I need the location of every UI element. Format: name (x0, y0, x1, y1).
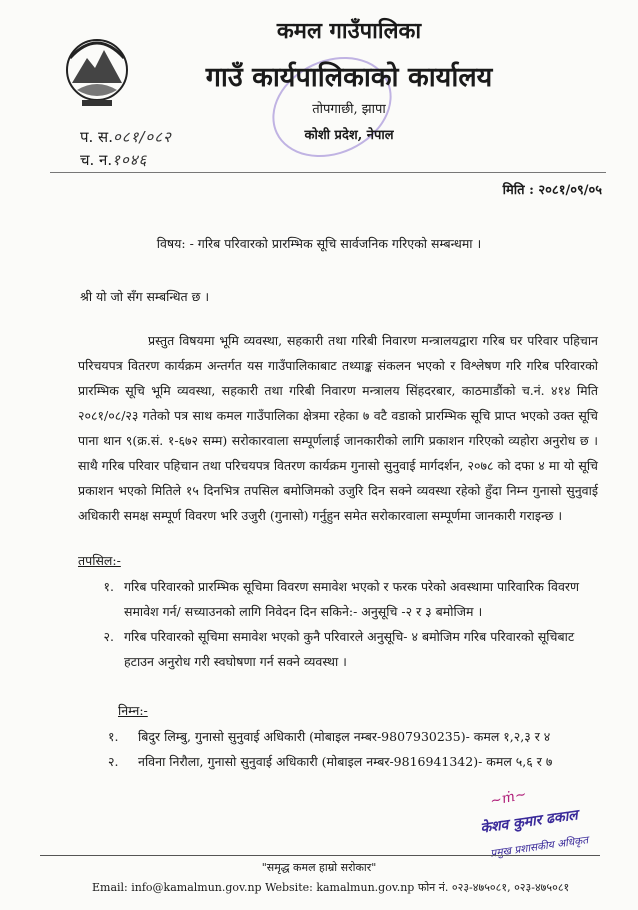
nimna-heading: निम्न:- (118, 703, 148, 718)
letter-date: मिति : २०८१/०९/०५ (502, 183, 602, 198)
signature-scribble: ~ṁ~ (488, 786, 529, 810)
tapsil-list (78, 574, 608, 674)
list-item (108, 749, 552, 774)
signatory-name: केशव कुमार ढकाल (479, 807, 579, 837)
list-item-number: २. (108, 754, 119, 769)
patra-value: ०८१/०८२ (112, 128, 172, 146)
org-name: कमल गाउँपालिका (276, 18, 422, 44)
list-item (108, 724, 552, 749)
list-item (78, 574, 608, 624)
list-item-text: नविना निरौला, गुनासो सुनुवाई अधिकारी (मोबाइल नम्बर-9816941342)- कमल ५,६ र ७ (138, 754, 553, 769)
footer-slogan: "समृद्ध कमल हाम्रो सरोकार" (261, 861, 377, 874)
province: कोशी प्रदेश, नेपाल (304, 128, 394, 143)
office-name: गाउँ कार्यपालिकाको कार्यालय (205, 62, 493, 93)
list-item-number: १. (103, 579, 114, 594)
contact-list (108, 724, 552, 774)
list-item-number: १. (108, 729, 119, 744)
list-item-text: गरिब परिवारको प्रारम्भिक सूचिमा विवरण समावेश भएको र फरक परेको अवस्थामा पारिवारिक विवरण समावेश गर्न/ सच्याउनको लागि निवेदन दिन सकिने:- अनुसूचि -२ र ३ बमोजिम । (124, 579, 580, 619)
footer-contact: Email: info@kamalmun.gov.np Website: kamalmun.gov.np फोन नं. ०२३-४७५०८१, ०२३-४७५०८१ (92, 881, 570, 894)
signature-stamp (470, 786, 620, 860)
list-item-text: बिदुर लिम्बु, गुनासो सुनुवाई अधिकारी (मोबाइल नम्बर-9807930235)- कमल १,२,३ र ४ (138, 729, 551, 744)
list-item-text: गरिब परिवारको सूचिमा समावेश भएको कुनै परिवारले अनुसूचि- ४ बमोजिम गरिब परिवारको सूचिबाट हटाउन अनुरोध गरी स्वघोषणा गर्न सक्ने व्यवस्था । (124, 629, 575, 669)
patra-sankhya (80, 127, 172, 147)
patra-label: प. स. (80, 128, 113, 146)
tapsil-heading: तपसिल:- (78, 553, 121, 568)
list-item (78, 624, 608, 674)
place: तोपगाछी, झापा (312, 102, 386, 117)
subject-line: विषय: - गरिब परिवारको प्रारम्भिक सूचि सार्वजनिक गरिएको सम्बन्धमा । (156, 236, 482, 251)
header-divider (50, 172, 606, 173)
footer-divider (40, 855, 600, 856)
body-text: प्रस्तुत विषयमा भूमि व्यवस्था, सहकारी तथा गरिबी निवारण मन्त्रालयद्वारा गरिब घर परिवार पहिचान परिचयपत्र वितरण कार्यक्रम अन्तर्गत यस गाउँपालिकाबाट तथ्याङ्क संकलन भएको र विश्लेषण गरि गरिब परिवारको प्रारम्भिक सूचि भूमि व्यवस्था, सहकारी तथा गरिबी निवारण मन्त्रालय सिंहदरबार, काठमाडौंको च.नं. ४१४ मिति २०८१/०८/२३ गतेको पत्र साथ कमल गाउँपालिका क्षेत्रमा रहेका ७ वटै वडाको प्रारम्भिक सूचि प्राप्त भएको उक्त सूचि पाना थान ९(क्र.सं. १-६७२ सम्म) सरोकारवाला सम्पूर्णलाई जानकारीको लागि प्रकाशन गरिएको व्यहोरा अनुरोध छ । साथै गरिब परिवार पहिचान तथा परिचयपत्र वितरण कार्यक्रम गुनासो सुनुवाई मार्गदर्शन, २०७८ को दफा ४ मा यो सूचि प्रकाशन भएको मितिले १५ दिनभित्र तपसिल बमोजिमको उजुरि दिन सक्ने व्यवस्था रहेको हुँदा निम्न गुनासो सुनुवाई अधिकारी समक्ष सम्पूर्ण विवरण भरि उजुरी (गुनासो) गर्नुहुन समेत सरोकारवाला सम्पूर्णमा जानकारी गराइन्छ । (78, 333, 598, 523)
chalani-value: १०४६ (112, 151, 148, 169)
signatory-title: प्रमुख प्रशासकीय अधिकृत (489, 834, 589, 860)
chalani-number (80, 150, 147, 170)
chalani-label: च. न. (80, 151, 113, 169)
salutation: श्री यो जो सँग सम्बन्धित छ । (80, 289, 210, 304)
body-paragraph (78, 328, 598, 528)
list-item-number: २. (103, 629, 114, 644)
